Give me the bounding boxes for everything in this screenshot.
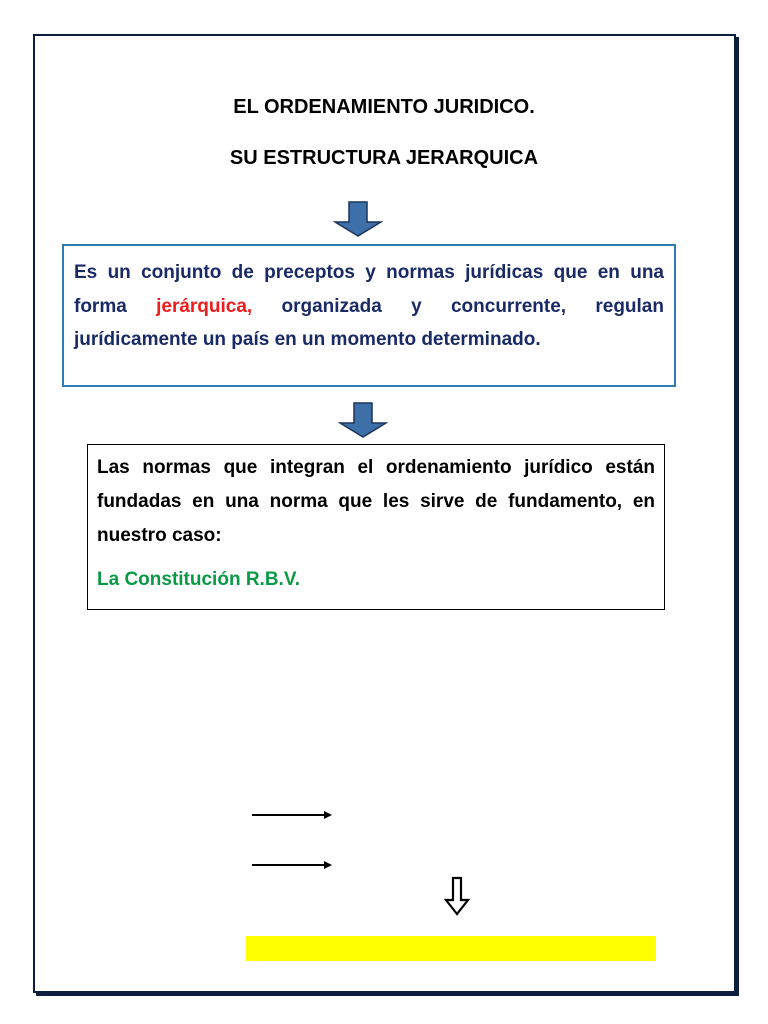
highlight-bar [246,936,656,961]
definition-highlight: jerárquica, [156,295,253,317]
foundation-box [87,444,665,610]
page-title: EL ORDENAMIENTO JURIDICO. [233,96,535,118]
definition-text-end: organizada y concurrente, regulan jurídicamente un país en un momento determinado. [74,295,664,350]
definition-box [62,244,676,387]
definition-text-start: Es un conjunto de preceptos y normas jurídicas que en una forma [74,262,664,317]
down-block-arrow-icon [338,402,388,438]
down-block-arrow-icon [333,201,383,237]
right-arrow-icon [250,858,334,872]
down-outline-arrow-icon [443,876,471,916]
foundation-text: Las normas que integran el ordenamiento jurídico están fundadas en una norma que les sirve de fundamento, en nuestro caso: [97,457,655,546]
right-arrow-icon [250,808,334,822]
page-subtitle: SU ESTRUCTURA JERARQUICA [229,147,539,169]
constitution-label: La Constitución R.B.V. [97,569,301,590]
